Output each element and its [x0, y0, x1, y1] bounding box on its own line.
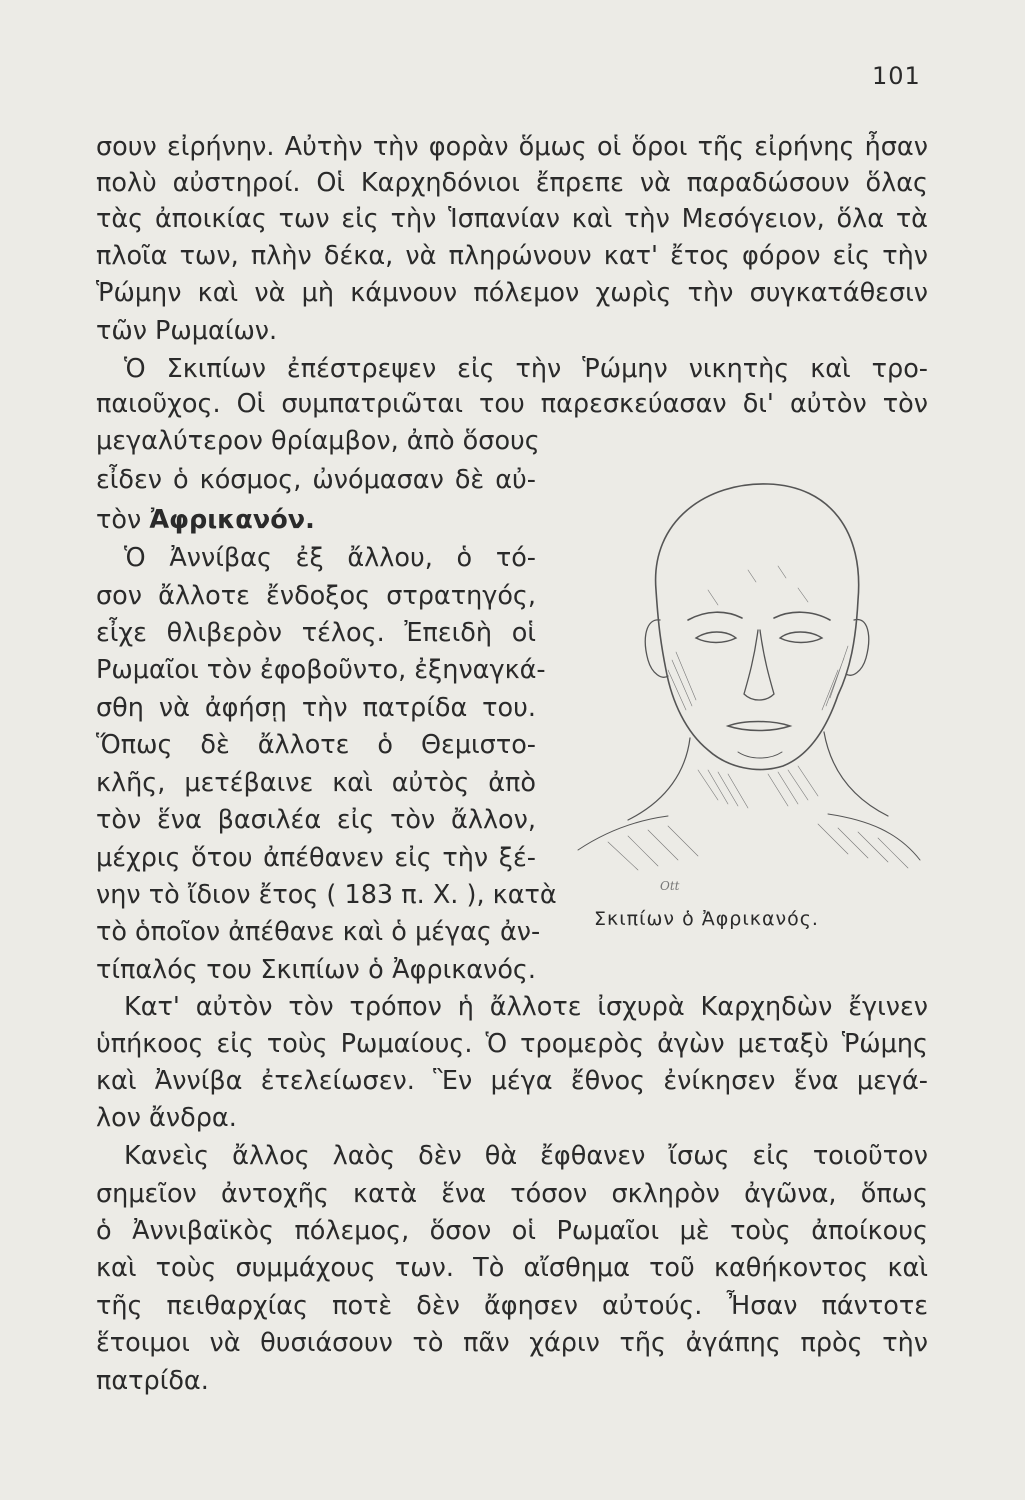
text-line: πλοῖα των, πλὴν δέκα, νὰ πληρώνουν κατ' ἔτος φόρον εἰς τὴν	[96, 241, 928, 271]
text-line: τὰς ἀποικίας των εἰς τὴν Ἱσπανίαν καὶ τὴν Μεσόγειον, ὅλα τὰ	[96, 204, 928, 234]
mouth	[728, 722, 790, 731]
text-line: σουν εἰρήνην. Αὐτὴν τὴν φορὰν ὅμως οἱ ὅροι τῆς εἰρήνης ἦσαν	[96, 132, 928, 162]
page-number: 101	[872, 62, 921, 90]
text-line: τὸν ἕνα βασιλέα εἰς τὸν ἄλλον,	[96, 805, 536, 835]
text-line: Ὁ Ἀννίβας ἐξ ἄλλου, ὁ τό-	[124, 543, 536, 573]
text-line: σον ἄλλοτε ἔνδοξος στρατηγός,	[96, 581, 536, 611]
text-line: σημεῖον ἀντοχῆς κατὰ ἕνα τόσον σκληρὸν ἀγῶνα, ὅπως	[96, 1179, 928, 1209]
text-line: καὶ Ἀννίβα ἐτελείωσεν. Ἓν μέγα ἔθνος ἐνίκησεν ἕνα μεγά-	[96, 1066, 928, 1096]
brow-left	[688, 612, 742, 620]
text-line: ἕτοιμοι νὰ θυσιάσουν τὸ πᾶν χάριν τῆς ἀγάπης πρὸς τὴν	[96, 1328, 928, 1358]
text-line: σθη νὰ ἀφήσῃ τὴν πατρίδα του.	[96, 693, 536, 723]
text-line	[96, 502, 315, 538]
text-line: τῶν Ρωμαίων.	[96, 316, 278, 346]
text-line: τὸ ὁποῖον ἀπέθανε καὶ ὁ μέγας ἀν-	[96, 917, 541, 947]
text-line: καὶ τοὺς συμμάχους των. Τὸ αἴσθημα τοῦ καθήκοντος καὶ	[96, 1253, 928, 1283]
text-line: μέχρις ὅτου ἀπέθανεν εἰς τὴν ξέ-	[96, 843, 536, 873]
figure-caption: Σκιπίων ὁ Ἀφρικανός.	[594, 908, 819, 930]
text-line: τίπαλός του Σκιπίων ὁ Ἀφρικανός.	[96, 955, 536, 985]
eye-left	[696, 632, 736, 643]
text-fragment: τὸν	[96, 505, 142, 535]
neck-right	[824, 732, 888, 816]
text-line: Ὁ Σκιπίων ἐπέστρεψεν εἰς τὴν Ῥώμην νικητὴς καὶ τρο-	[124, 354, 928, 384]
hatching-shading	[608, 566, 908, 870]
text-line: ὑπήκοος εἰς τοὺς Ρωμαίους. Ὁ τρομερὸς ἀγὼν μεταξὺ Ῥώμης	[96, 1029, 928, 1059]
text-line: τῆς πειθαρχίας ποτὲ δὲν ἄφησεν αὐτούς. Ἦσαν πάντοτε	[96, 1291, 928, 1321]
text-line: ὁ Ἀννιβαϊκὸς πόλεμος, ὅσον οἱ Ρωμαῖοι μὲ τοὺς ἀποίκους	[96, 1216, 928, 1246]
text-line: λον ἄνδρα.	[96, 1103, 237, 1133]
text-line: μεγαλύτερον θρίαμβον, ἀπὸ ὅσους	[96, 426, 540, 456]
text-line: κλῆς, μετέβαινε καὶ αὐτὸς ἀπὸ	[96, 768, 536, 798]
brow-right	[774, 612, 830, 620]
text-line: εἶχε θλιβερὸν τέλος. Ἐπειδὴ οἱ	[96, 618, 536, 648]
text-line: πολὺ αὐστηροί. Οἱ Καρχηδόνιοι ἔπρεπε νὰ παραδώσουν ὅλας	[96, 168, 928, 198]
text-line: εἶδεν ὁ κόσμος, ὠνόμασαν δὲ αὐ-	[96, 465, 536, 495]
ear-right	[846, 619, 869, 675]
nose	[744, 630, 774, 700]
text-line: παιοῦχος. Οἱ συμπατριῶται του παρεσκεύασαν δι' αὐτὸν τὸν	[96, 389, 928, 419]
text-line: Κατ' αὐτὸν τὸν τρόπον ἡ ἄλλοτε ἰσχυρὰ Καρχηδὼν ἔγινεν	[124, 992, 928, 1022]
head-outline	[656, 484, 859, 770]
scipio-portrait-illustration	[568, 470, 928, 900]
text-line: Ρωμαῖοι τὸν ἐφοβοῦντο, ἐξηναγκά-	[96, 655, 546, 685]
text-line: νην τὸ ἴδιον ἔτος ( 183 π. Χ. ), κατὰ	[96, 880, 557, 910]
eye-right	[780, 632, 822, 643]
chin	[738, 752, 782, 758]
text-line: πατρίδα.	[96, 1366, 209, 1396]
text-line: Κανεὶς ἄλλος λαὸς δὲν θὰ ἔφθανεν ἴσως εἰς τοιοῦτον	[124, 1141, 928, 1171]
text-line: Ῥώμην καὶ νὰ μὴ κάμνουν πόλεμον χωρὶς τὴν συγκατάθεσιν	[96, 278, 928, 308]
text-line: Ὅπως δὲ ἄλλοτε ὁ Θεμιστο-	[96, 730, 536, 760]
artist-signature: Ott	[660, 879, 680, 893]
emphasis-text: Ἀφρικανόν.	[149, 505, 315, 535]
neck-left	[628, 738, 690, 820]
ear-left	[645, 620, 668, 677]
